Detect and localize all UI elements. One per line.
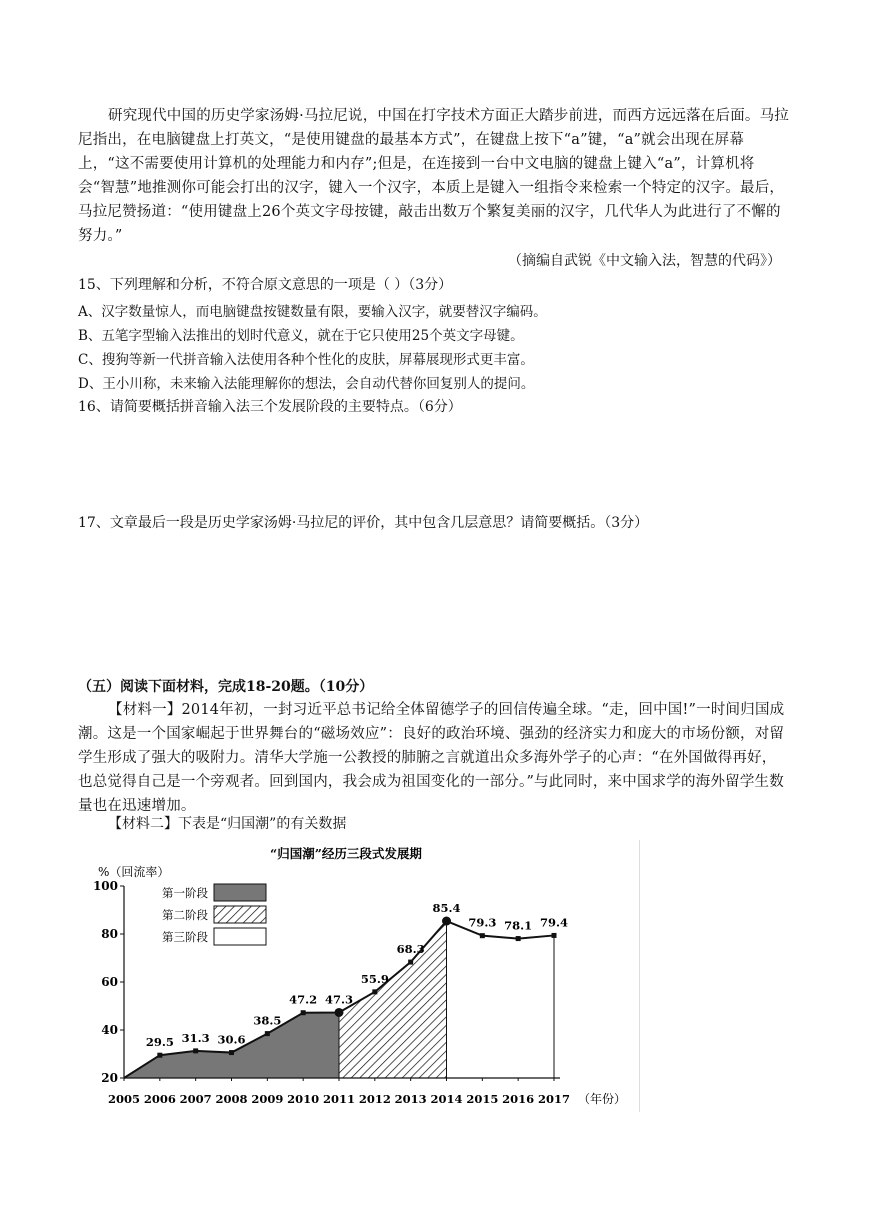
chart-svg xyxy=(88,840,640,1112)
question-15-option-b: B、五笔字型输入法推出的划时代意义，就在于它只使用25个英文字母键。 xyxy=(78,328,524,344)
y-tick-label-20: 20 xyxy=(101,1071,118,1085)
data-label-2015: 79.3 xyxy=(468,915,497,930)
x-tick-label-2007: 2007 xyxy=(179,1092,212,1106)
legend-label-1: 第一阶段 xyxy=(162,886,208,900)
data-point-2017 xyxy=(552,933,557,938)
return-rate-chart xyxy=(88,840,640,1112)
x-tick-label-2008: 2008 xyxy=(215,1092,248,1106)
data-point-2011 xyxy=(335,1008,344,1017)
question-15-option-d: D、王小川称，未来输入法能理解你的想法，会自动代替你回复别人的提问。 xyxy=(78,376,535,392)
material-two: 【材料二】下表是“归国潮”的有关数据 xyxy=(108,816,347,832)
data-point-2009 xyxy=(265,1031,270,1036)
x-tick-label-2011: 2011 xyxy=(322,1092,356,1106)
x-tick-label-2015: 2015 xyxy=(466,1092,499,1106)
data-label-2014: 85.4 xyxy=(432,901,461,916)
stage-area-2 xyxy=(339,921,447,1078)
data-label-2011: 47.3 xyxy=(324,992,354,1007)
x-tick-label-2016: 2016 xyxy=(502,1092,535,1106)
data-label-2006: 29.5 xyxy=(145,1035,174,1050)
legend-swatch-2 xyxy=(214,906,266,923)
passage-paragraph: 研究现代中国的历史学家汤姆·马拉尼说，中国在打字技术方面正大踏步前进，而西方远远落在后面。马拉尼指出，在电脑键盘上打英文，“是使用键盘的最基本方式”，在键盘上按下“a”键，“a”就会出现在屏幕上，“这不需要使用计算机的处理能力和内存”;但是，在连接到一台中文电脑的键盘上键入“a”，计算机将会“智慧”地推测你可能会打出的汉字，键入一个汉字，本质上是键入一组指令来检索一个特定的汉字。最后，马拉尼赞扬道：“使用键盘上26个英文字母按键，敲击出数万个繁复美丽的汉字，几代华人为此进行了不懈的努力。” xyxy=(78,108,790,244)
question-15-option-c: C、搜狗等新一代拼音输入法使用各种个性化的皮肤，屏幕展现形式更丰富。 xyxy=(78,352,534,368)
y-tick-label-40: 40 xyxy=(101,1023,118,1037)
data-point-2013 xyxy=(408,960,413,965)
question-15: 15、下列理解和分析，不符合原文意思的一项是（ ）（3分） xyxy=(78,277,453,293)
legend-swatch-1 xyxy=(214,884,266,901)
x-tick-label-2006: 2006 xyxy=(143,1092,176,1106)
question-16: 16、请简要概括拼音输入法三个发展阶段的主要特点。（6分） xyxy=(78,399,462,415)
data-label-2009: 38.5 xyxy=(253,1013,282,1028)
y-tick-label-80: 80 xyxy=(101,927,118,941)
data-point-2007 xyxy=(193,1048,198,1053)
data-label-2008: 30.6 xyxy=(217,1032,246,1047)
data-label-2007: 31.3 xyxy=(181,1030,210,1045)
data-label-2016: 78.1 xyxy=(504,918,533,933)
y-tick-label-60: 60 xyxy=(101,975,118,989)
data-label-2012: 55.9 xyxy=(360,971,389,986)
data-label-2013: 68.3 xyxy=(396,942,425,957)
x-tick-label-2005: 2005 xyxy=(107,1092,141,1106)
x-tick-label-2009: 2009 xyxy=(251,1092,284,1106)
data-point-2015 xyxy=(480,933,485,938)
data-label-2017: 79.4 xyxy=(539,915,569,930)
x-tick-label-2014: 2014 xyxy=(430,1092,463,1106)
x-tick-label-2010: 2010 xyxy=(287,1092,320,1106)
data-label-2010: 47.2 xyxy=(289,992,318,1007)
data-point-2016 xyxy=(516,936,521,941)
data-point-2014 xyxy=(442,917,451,926)
x-tick-label-2012: 2012 xyxy=(358,1092,391,1106)
legend-label-2: 第二阶段 xyxy=(162,908,208,922)
chart-y-axis-label: %（回流率） xyxy=(98,865,170,879)
legend-label-3: 第三阶段 xyxy=(162,930,208,944)
data-point-2008 xyxy=(229,1050,234,1055)
data-point-2012 xyxy=(372,989,377,994)
passage-source: （摘编自武锐《中文输入法，智慧的代码》） xyxy=(508,253,781,269)
chart-x-axis-label: （年份） xyxy=(578,1092,627,1106)
question-15-option-a: A、汉字数量惊人，而电脑键盘按键数量有限，要输入汉字，就要替汉字编码。 xyxy=(78,304,547,320)
x-tick-label-2013: 2013 xyxy=(394,1092,427,1106)
legend-swatch-3 xyxy=(214,928,266,945)
material-one: 【材料一】2014年初，一封习近平总书记给全体留德学子的回信传遍全球。“走，回中国!”一时间归国成潮。这是一个国家崛起于世界舞台的“磁场效应”：良好的政治环境、强劲的经济实力和庞大的市场份额，对留学生形成了强大的吸附力。清华大学施一公教授的肺腑之言就道出众多海外学子的心声：“在外国做得再好，也总觉得自己是一个旁观者。回到国内，我会成为祖国变化的一部分。”与此同时，来中国求学的海外留学生数量也在迅速增加。 xyxy=(78,702,785,814)
section-heading: （五）阅读下面材料，完成18-20题。（10分） xyxy=(78,679,374,695)
data-point-2010 xyxy=(301,1010,306,1015)
stage-area-3 xyxy=(447,918,555,1078)
y-tick-label-100: 100 xyxy=(92,879,118,893)
chart-title: “归国潮”经历三段式发展期 xyxy=(270,846,422,861)
question-17: 17、文章最后一段是历史学家汤姆·马拉尼的评价，其中包含几层意思？请简要概括。（3分） xyxy=(78,515,649,531)
data-point-2006 xyxy=(157,1053,162,1058)
x-tick-label-2017: 2017 xyxy=(537,1092,571,1106)
